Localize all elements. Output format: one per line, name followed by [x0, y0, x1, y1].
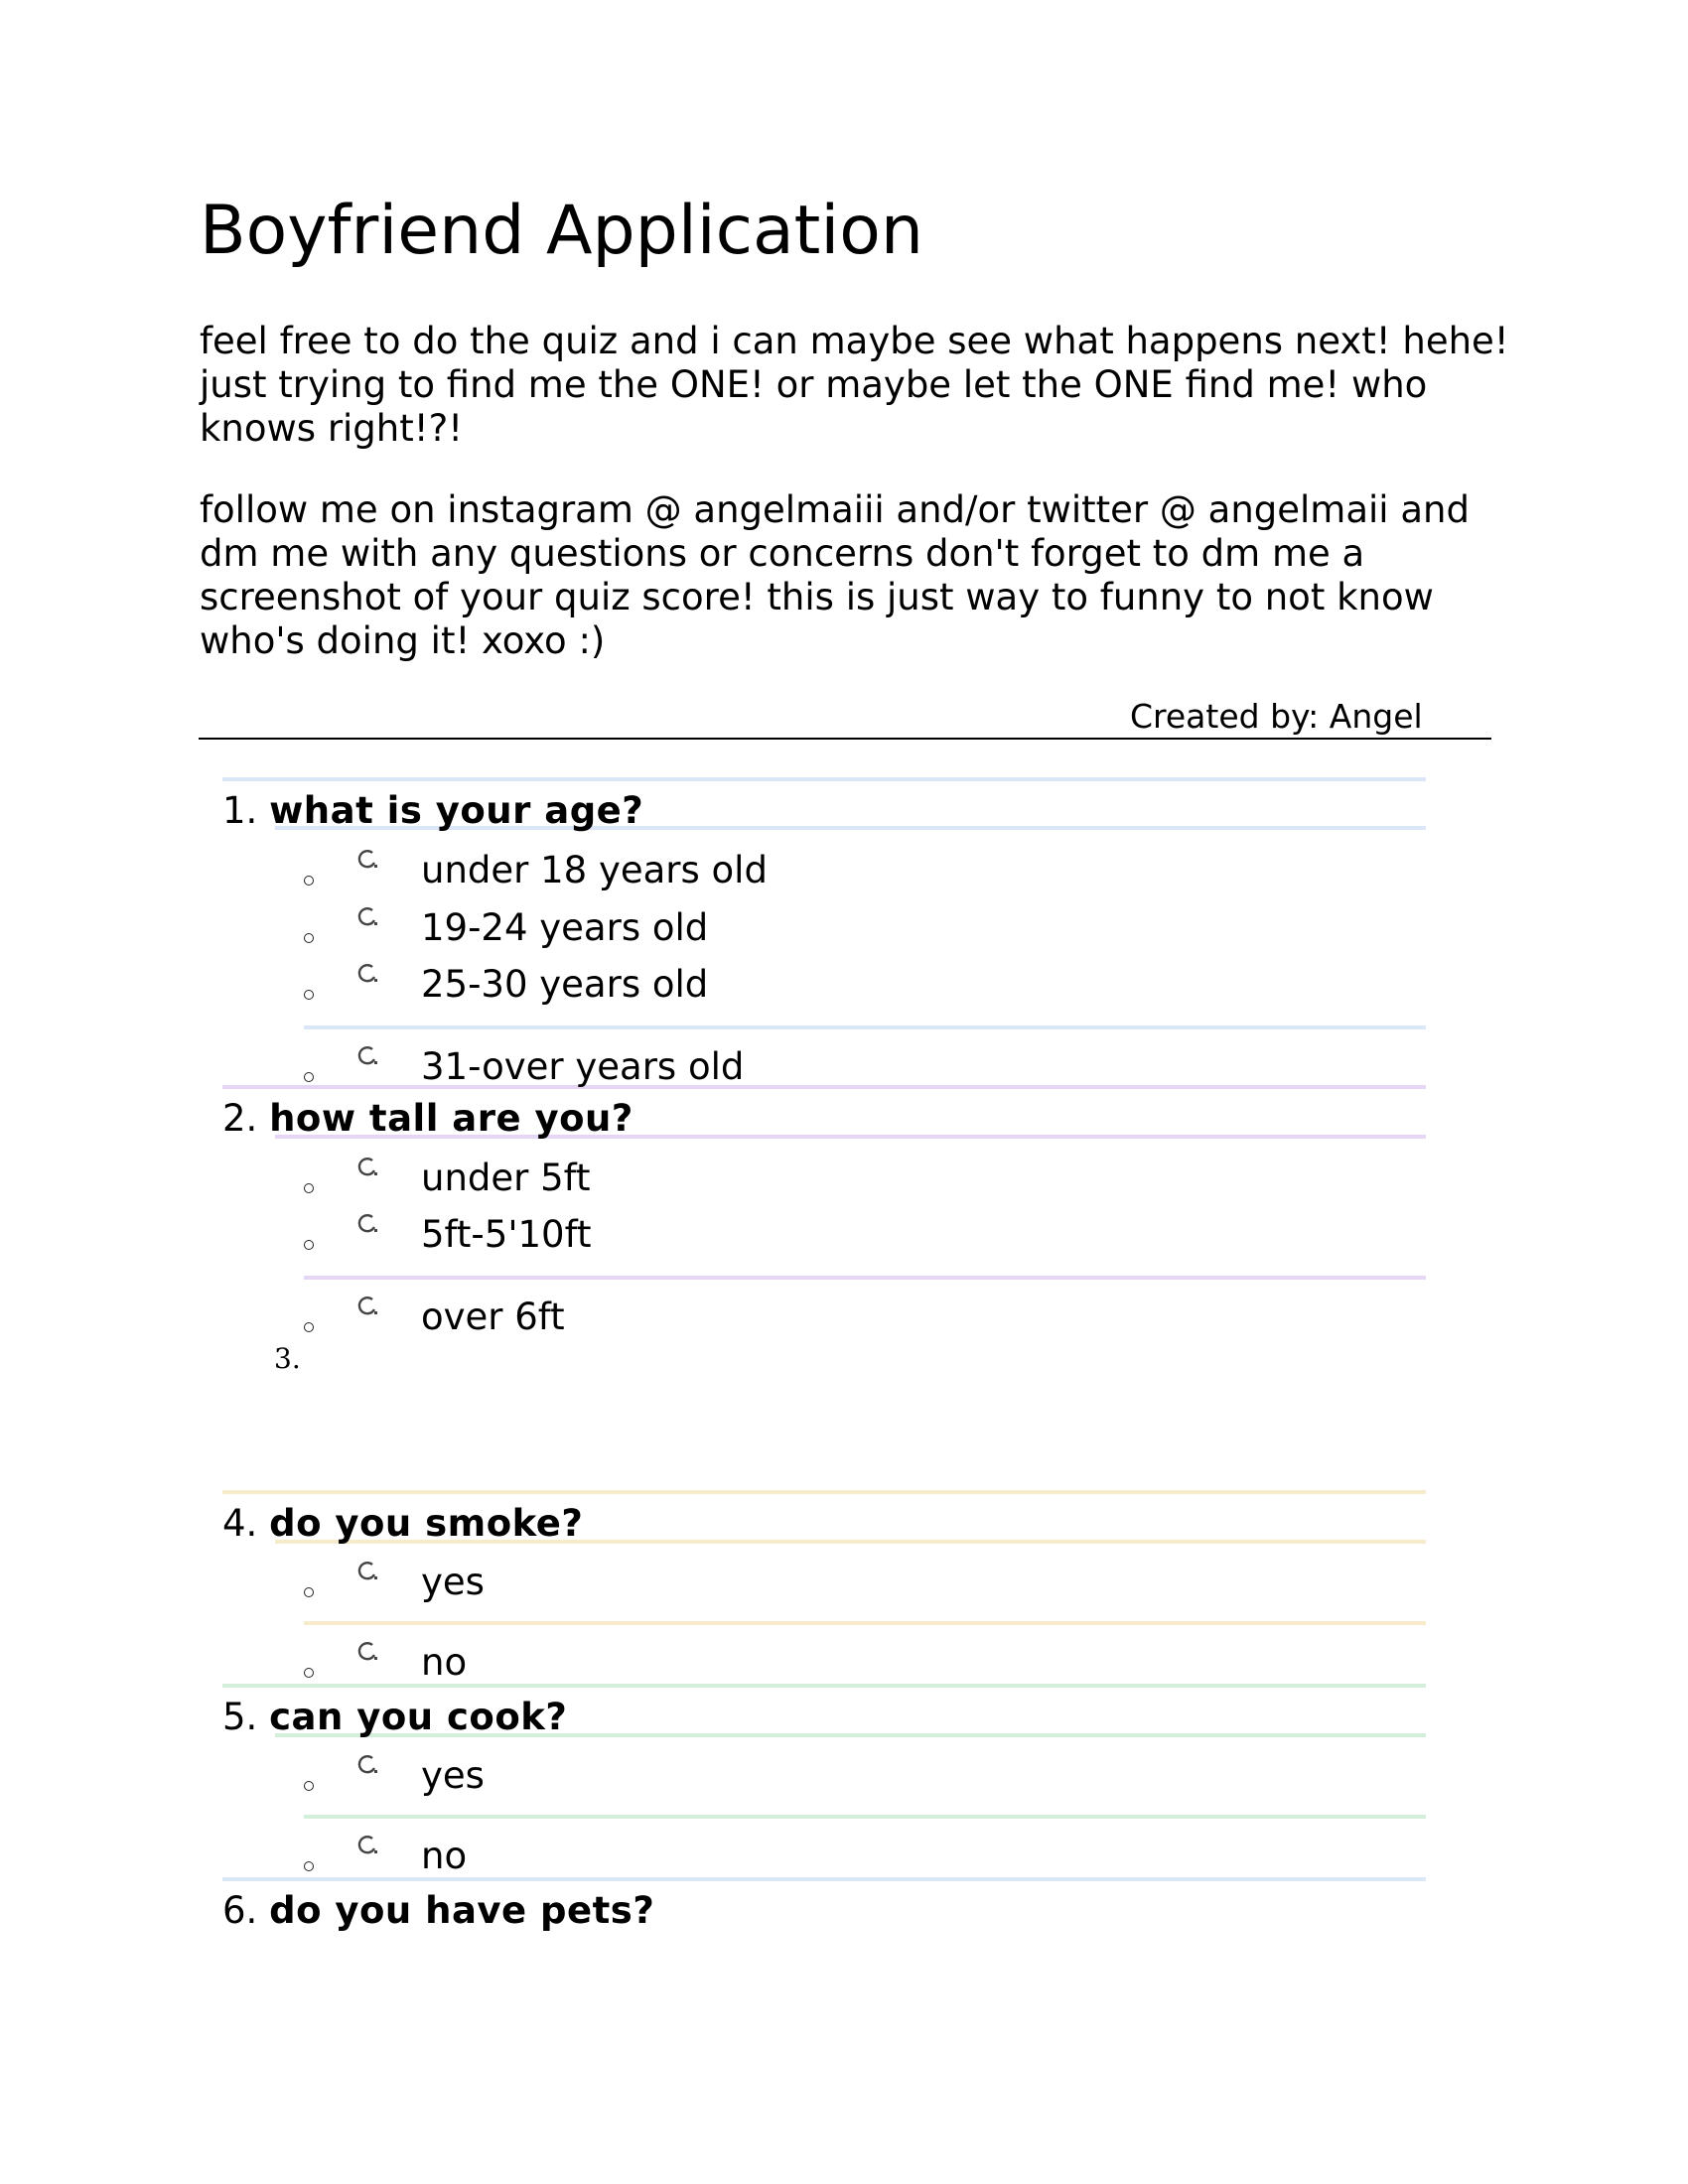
header-divider	[199, 738, 1491, 740]
q5-option-1[interactable]	[0, 1754, 1688, 1799]
option-label: 19-24 years old	[421, 906, 709, 949]
q2-option-1[interactable]	[0, 1157, 1688, 1201]
list-bullet-icon	[304, 990, 314, 1000]
question-4	[222, 1502, 584, 1545]
question-number: 1.	[222, 789, 258, 832]
option-label: yes	[421, 1561, 485, 1603]
question-6	[222, 1889, 655, 1932]
intro-paragraph-2: follow me on instagram @ angelmaiii and/or twitter @ angelmaii and dm me with any questions or concerns don't forget to dm me a screenshot of your quiz score! this is just way to funny to not know who's doing it! xoxo :)	[200, 488, 1470, 662]
created-by: Created by: Angel	[1130, 697, 1423, 736]
radio-button-icon[interactable]	[355, 962, 379, 986]
radio-button-icon[interactable]	[355, 1212, 379, 1236]
list-bullet-icon	[304, 1183, 314, 1193]
list-bullet-icon	[304, 876, 314, 886]
question-1	[222, 789, 644, 832]
question-3-number: 3.	[274, 1342, 301, 1375]
list-bullet-icon	[304, 1587, 314, 1597]
option-label: no	[421, 1835, 468, 1877]
radio-button-icon[interactable]	[355, 1044, 379, 1068]
option-label: under 18 years old	[421, 849, 768, 891]
intro-paragraph-1: feel free to do the quiz and i can maybe see what happens next! hehe! just trying to find me the ONE! or maybe let the ONE find me! who knows right!?!	[200, 320, 1509, 450]
list-bullet-icon	[304, 1240, 314, 1250]
q1-top-rule	[222, 777, 1426, 781]
option-label: 5ft-5'10ft	[421, 1213, 592, 1256]
question-number: 6.	[222, 1889, 258, 1932]
q1-option-4[interactable]	[0, 1045, 1688, 1090]
q1-option-3[interactable]	[0, 963, 1688, 1008]
q5-option-2[interactable]	[0, 1835, 1688, 1879]
option-label: yes	[421, 1754, 485, 1797]
page-title: Boyfriend Application	[200, 192, 923, 270]
radio-button-icon[interactable]	[355, 1640, 379, 1664]
question-5	[222, 1696, 568, 1738]
q1-option-2[interactable]	[0, 906, 1688, 951]
radio-button-icon[interactable]	[355, 1753, 379, 1777]
question-text: can you cook?	[269, 1696, 568, 1738]
q2-option-3[interactable]	[0, 1296, 1688, 1340]
q4-option-1[interactable]	[0, 1561, 1688, 1605]
question-text: how tall are you?	[269, 1097, 633, 1140]
radio-button-icon[interactable]	[355, 848, 379, 872]
list-bullet-icon	[304, 933, 314, 943]
question-text: what is your age?	[269, 789, 644, 832]
q4-option-2[interactable]	[0, 1641, 1688, 1686]
q5-last-option-rule	[304, 1815, 1426, 1819]
q4-top-rule	[222, 1490, 1426, 1494]
option-label: over 6ft	[421, 1296, 565, 1338]
question-number: 5.	[222, 1696, 258, 1738]
question-text: do you have pets?	[269, 1889, 655, 1932]
question-number: 2.	[222, 1097, 258, 1140]
question-text: do you smoke?	[269, 1502, 584, 1545]
option-label: 31-over years old	[421, 1045, 745, 1088]
q4-last-option-rule	[304, 1621, 1426, 1625]
list-bullet-icon	[304, 1322, 314, 1332]
q2-option-2[interactable]	[0, 1213, 1688, 1258]
list-bullet-icon	[304, 1781, 314, 1791]
radio-button-icon[interactable]	[355, 1156, 379, 1179]
option-label: no	[421, 1641, 468, 1684]
q1-option-1[interactable]	[0, 849, 1688, 893]
question-number: 4.	[222, 1502, 258, 1545]
radio-button-icon[interactable]	[355, 1560, 379, 1583]
option-label: 25-30 years old	[421, 963, 709, 1006]
list-bullet-icon	[304, 1668, 314, 1678]
radio-button-icon[interactable]	[355, 1295, 379, 1318]
list-bullet-icon	[304, 1861, 314, 1871]
option-label: under 5ft	[421, 1157, 591, 1199]
q2-last-option-rule	[304, 1276, 1426, 1280]
radio-button-icon[interactable]	[355, 1834, 379, 1857]
list-bullet-icon	[304, 1072, 314, 1082]
radio-button-icon[interactable]	[355, 905, 379, 929]
q1-last-option-rule	[304, 1025, 1426, 1029]
question-2	[222, 1097, 633, 1140]
